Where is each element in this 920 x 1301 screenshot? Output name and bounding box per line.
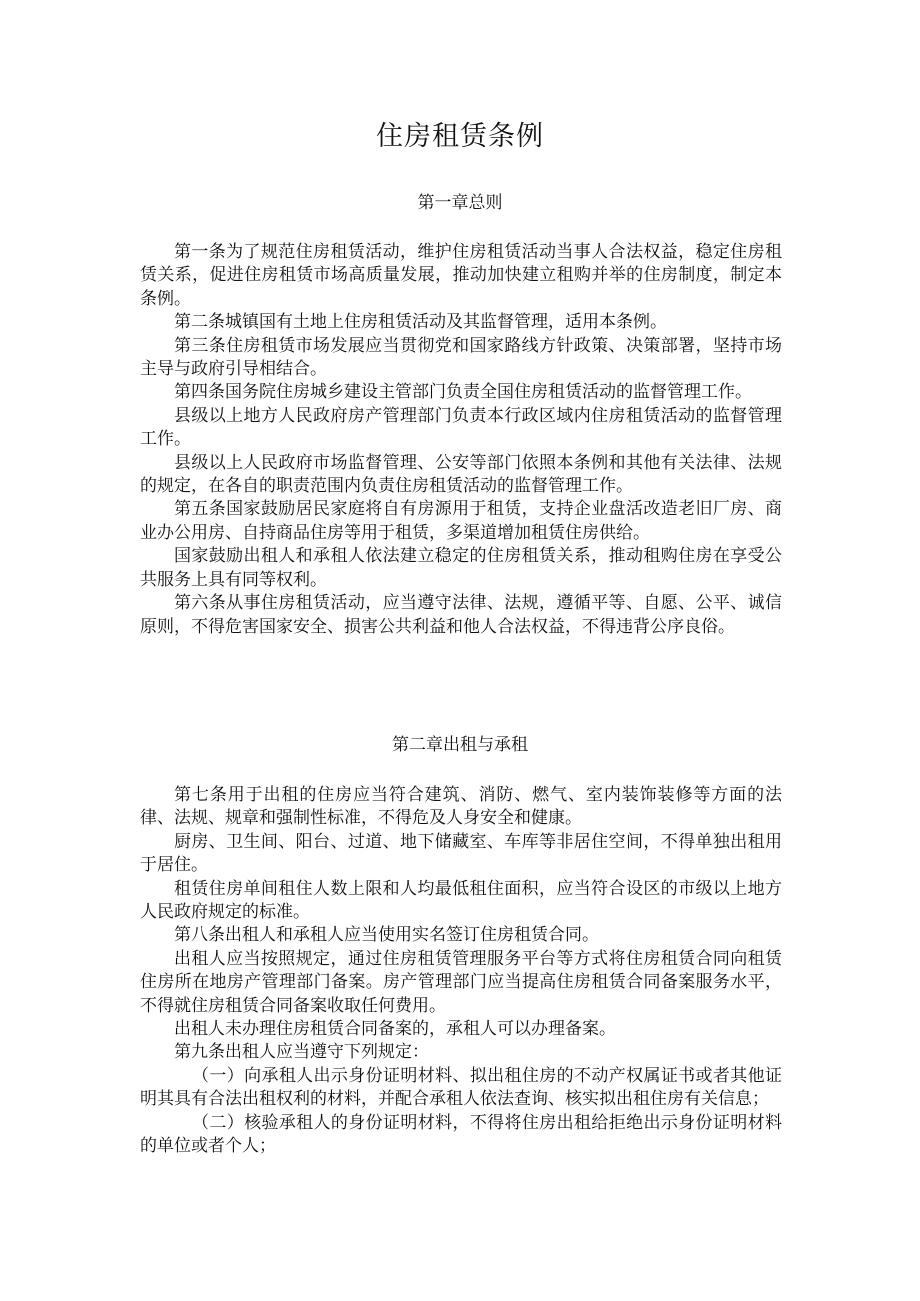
article-6: 第六条从事住房租赁活动，应当遵守法律、法规，遵循平等、自愿、公平、诚信原则，不得危害国家安全、损害公共利益和他人合法权益，不得违背公序良俗。 — [140, 593, 782, 637]
article-2: 第二条城镇国有土地上住房租赁活动及其监督管理，适用本条例。 — [174, 312, 667, 333]
article-9-item-1: （一）向承租人出示身份证明材料、拟出租住房的不动产权属证书或者其他证明其具有合法出租权利的材料，并配合承租人依法查询、核实拟出租住房有关信息； — [140, 1065, 782, 1110]
chapter-1-body — [140, 241, 782, 639]
document-title: 住房租赁条例 — [376, 121, 544, 152]
article-5-paragraph-2: 国家鼓励出租人和承租人依法建立稳定的住房租赁关系，推动租购住房在享受公共服务上具有同等权利。 — [140, 546, 782, 590]
chapter-1-title: 第一章总则 — [417, 193, 503, 213]
article-7-paragraph-2: 厨房、卫生间、阳台、过道、地下储藏室、车库等非居住空间，不得单独出租用于居住。 — [140, 831, 782, 876]
article-1: 第一条为了规范住房租赁活动，维护住房租赁活动当事人合法权益，稳定住房租赁关系，促进住房租赁市场高质量发展，推动加快建立租购并举的住房制度，制定本条例。 — [140, 242, 782, 309]
article-8-paragraph-3: 出租人未办理住房租赁合同备案的，承租人可以办理备案。 — [174, 1019, 616, 1040]
article-9: 第九条出租人应当遵守下列规定： — [174, 1042, 429, 1063]
article-4-paragraph-3: 县级以上人民政府市场监督管理、公安等部门依照本条例和其他有关法律、法规的规定，在各自的职责范围内负责住房租赁活动的监督管理工作。 — [140, 452, 782, 497]
article-7-paragraph-3: 租赁住房单间租住人数上限和人均最低租住面积，应当符合设区的市级以上地方人民政府规定的标准。 — [140, 878, 782, 923]
article-8-paragraph-2: 出租人应当按照规定，通过住房租赁管理服务平台等方式将住房租赁合同向租赁住房所在地房产管理部门备案。房产管理部门应当提高住房租赁合同备案服务水平，不得就住房租赁合同备案收取任何费用。 — [140, 948, 782, 1016]
article-4-paragraph-2: 县级以上地方人民政府房产管理部门负责本行政区域内住房租赁活动的监督管理工作。 — [140, 405, 782, 450]
article-3: 第三条住房租赁市场发展应当贯彻党和国家路线方针政策、决策部署，坚持市场主导与政府引导相结合。 — [140, 335, 782, 380]
article-8: 第八条出租人和承租人应当使用实名签订住房租赁合同。 — [174, 925, 599, 946]
article-5: 第五条国家鼓励居民家庭将自有房源用于租赁，支持企业盘活改造老旧厂房、商业办公用房、自持商品住房等用于租赁，多渠道增加租赁住房供给。 — [140, 499, 782, 543]
article-9-item-2: （二）核验承租人的身份证明材料，不得将住房出租给拒绝出示身份证明材料的单位或者个人； — [140, 1112, 782, 1157]
article-4: 第四条国务院住房城乡建设主管部门负责全国住房租赁活动的监督管理工作。 — [174, 382, 752, 403]
chapter-2-body — [140, 784, 782, 1159]
article-7: 第七条用于出租的住房应当符合建筑、消防、燃气、室内装饰装修等方面的法律、法规、规章和强制性标准，不得危及人身安全和健康。 — [140, 785, 782, 829]
chapter-2-title: 第二章出租与承租 — [392, 735, 528, 755]
